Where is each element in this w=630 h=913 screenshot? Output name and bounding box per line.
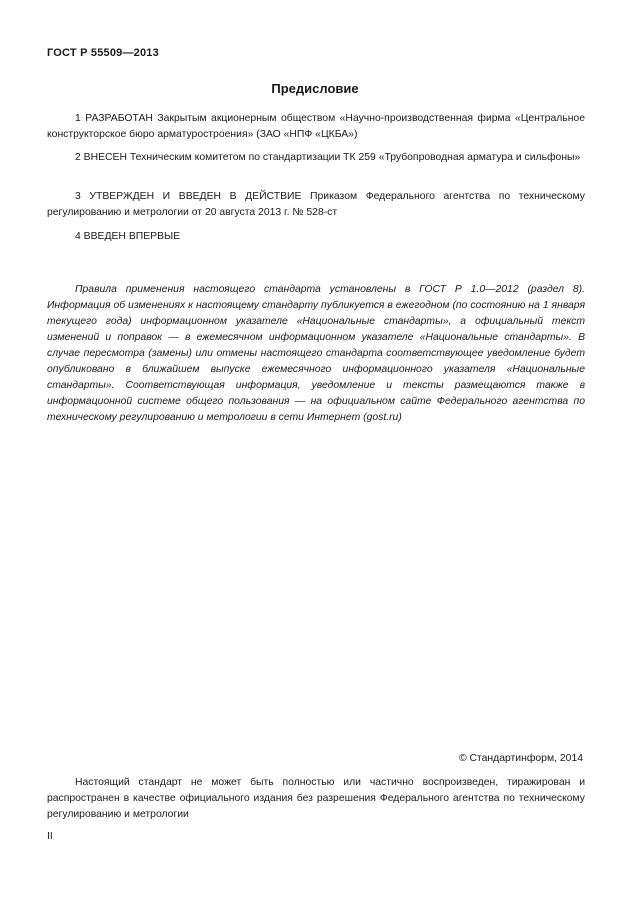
page-number: II xyxy=(47,831,53,842)
paragraph-approved: 3 УТВЕРЖДЕН И ВВЕДЕН В ДЕЙСТВИЕ Приказом Федерального агентства по техническому регулированию и метрологии от 20 августа 2013 г. № 528-ст xyxy=(47,191,585,218)
paragraph-first-introduced: 4 ВВЕДЕН ВПЕРВЫЕ xyxy=(75,231,181,242)
copyright-line: © Стандартинформ, 2014 xyxy=(458,753,583,764)
page-title: Предисловие xyxy=(271,81,359,96)
rules-note: Правила применения настоящего стандарта установлены в ГОСТ Р 1.0—2012 (раздел 8). Информация об изменениях к настоящему стандарту публикуется в ежегодном (по состоянию на 1 января текущего года) информационном указателе «Национальные стандарты», а официальный текст изменений и поправок — в ежемесячном информационном указателе «Национальные стандарты». В случае пересмотра (замены) или отмены настоящего стандарта соответствующее уведомление будет опубликовано в ближайшем выпуске ежемесячного информационного указателя «Национальные стандарты». Соответствующая информация, уведомление и тексты размещаются также в информационной системе общего пользования — на официальном сайте Федерального агентства по техническому регулированию и метрологии в сети Интернет (gost.ru) xyxy=(47,284,585,423)
paragraph-submitted: 2 ВНЕСЕН Техническим комитетом по стандартизации ТК 259 «Трубопроводная арматура и сильфоны» xyxy=(75,152,581,163)
document-code-header: ГОСТ Р 55509—2013 xyxy=(47,47,159,59)
paragraph-developer: 1 РАЗРАБОТАН Закрытым акционерным обществом «Научно-производственная фирма «Центральное конструкторское бюро арматуростроения» (ЗАО «НПФ «ЦКБА») xyxy=(47,113,585,140)
reproduction-notice: Настоящий стандарт не может быть полностью или частично воспроизведен, тиражирован и распространен в качестве официального издания без разрешения Федерального агентства по техническому регулированию и метрологии xyxy=(47,777,585,820)
